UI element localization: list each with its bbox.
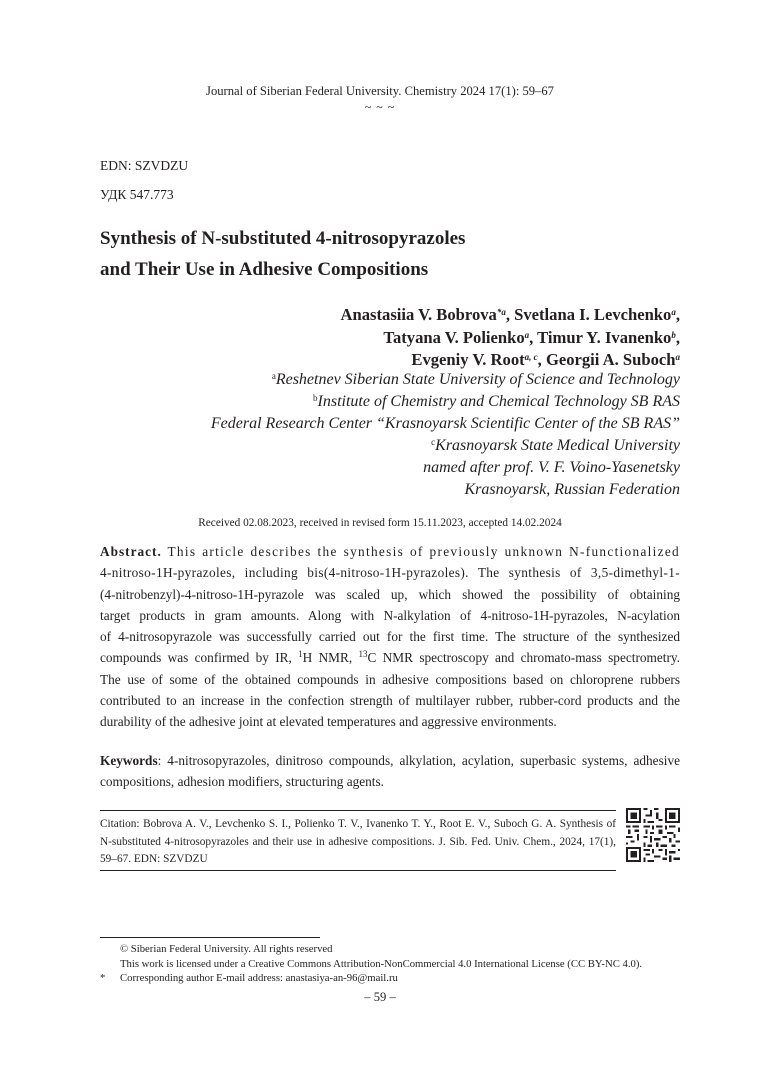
- author-name: Evgeniy V. Root: [411, 350, 525, 369]
- author-affil-mark: *a: [496, 307, 506, 317]
- keywords-line: [100, 750, 680, 771]
- affiliation-text: Institute of Chemistry and Chemical Technology SB RAS: [317, 393, 680, 410]
- author-name: Tatyana V. Polienko: [383, 327, 525, 347]
- header-separator: ~ ~ ~: [364, 100, 396, 114]
- abstract-text: H NMR,: [302, 650, 359, 666]
- keywords-text: : 4-nitrosopyrazoles, dinitroso compounds, alkylation, acylation, superbasic systems, adhesive: [157, 753, 680, 768]
- abstract: [100, 541, 680, 733]
- author-affil-mark: b: [671, 329, 676, 340]
- affiliation-list: [211, 369, 680, 501]
- author-name: Timur Y. Ivanenko: [537, 327, 672, 347]
- corresponding-author-text: Corresponding author E-mail address: anastasiya-an-96@mail.ru: [120, 972, 398, 984]
- author-line-1: Anastasiia V. Bobrova$^{*a}$, Svetlana I. Levchenko$^a$,: [340, 305, 680, 324]
- qr-code-icon[interactable]: [626, 808, 680, 862]
- journal-header: Journal of Siberian Federal University. Chemistry 2024 17(1): 59–67: [206, 84, 554, 98]
- author-affil-mark: a: [671, 307, 676, 317]
- copyright-notice: © Siberian Federal University. All rights reserved: [120, 943, 333, 955]
- footnotes: [100, 942, 642, 986]
- author-affil-mark: a, c: [524, 352, 538, 362]
- abstract-line: contributed to an increase in the confection strength of multilayer rubber, rubber-cord products and the: [100, 693, 680, 709]
- abstract-text: compounds was confirmed by IR,: [100, 650, 299, 666]
- title-line-1: Synthesis of N-substituted 4-nitrosopyrazoles: [100, 228, 466, 249]
- udk-identifier: УДК 547.773: [100, 187, 174, 202]
- abstract-line: (4-nitrobenzyl)-4-nitroso-1H-pyrazole was scaled up, which showed the possibility of obtaining: [100, 586, 680, 602]
- author-line-3: Evgeniy V. Root$^{a, c}$, Georgii A. Suboch$^a$: [411, 350, 680, 369]
- abstract-line: [100, 541, 680, 562]
- abstract-line: 4-nitroso-1H-pyrazoles, including bis(4-nitroso-1H-pyrazoles). The synthesis of 3,5-dimethyl-1-: [100, 565, 680, 581]
- abstract-line: The use of some of the obtained compounds in adhesive compositions based on chloroprene rubbers: [100, 671, 680, 687]
- abstract-line: of 4-nitrosopyrazole was successfully carried out for the first time. The structure of the synthesized: [100, 629, 680, 645]
- affiliation-text: Krasnoyarsk State Medical University: [435, 437, 680, 454]
- affiliation-mark: a: [271, 371, 276, 381]
- abstract-line: target products in gram amounts. Along with N-alkylation of 4-nitroso-1H-pyrazoles, N-acylation: [100, 607, 680, 623]
- abstract-text: This article describes the synthesis of previously unknown N-functionalized: [167, 544, 680, 559]
- edn-identifier: EDN: SZVDZU: [100, 158, 189, 173]
- affiliation-text: Reshetnev Siberian State University of Science and Technology: [275, 371, 680, 388]
- isotope-superscript: 1: [298, 649, 303, 660]
- affiliation-b-continued: Federal Research Center “Krasnoyarsk Scientific Center of the SB RAS”: [210, 415, 680, 432]
- author-name: Svetlana I. Levchenko: [514, 305, 672, 324]
- citation-block: [100, 816, 616, 869]
- affiliation-c: [211, 435, 680, 457]
- affiliation-b: [211, 391, 680, 413]
- affiliation-location: Krasnoyarsk, Russian Federation: [464, 481, 680, 498]
- keywords-line: compositions, adhesion modifiers, structuring agents.: [100, 774, 384, 790]
- citation-line: N-substituted 4-nitrosopyrazoles and their use in adhesive compositions. J. Sib. Fed. Univ. Chem., 2024, 17(1),: [100, 835, 616, 848]
- abstract-line: durability of the adhesive joint at elevated temperatures and aggressive environments.: [100, 714, 557, 730]
- abstract-label: Abstract.: [100, 544, 162, 559]
- citation-line: 59–67. EDN: SZVDZU: [100, 853, 208, 865]
- abstract-line: [100, 647, 680, 668]
- footnote-divider: [100, 937, 320, 938]
- citation-divider-bottom: [100, 870, 616, 871]
- corresponding-author-note: [100, 971, 642, 986]
- keywords: [100, 750, 680, 793]
- author-affil-mark: a: [524, 329, 530, 340]
- author-affil-mark: a: [675, 352, 680, 362]
- author-name: Anastasiia V. Bobrova: [340, 305, 497, 324]
- author-line-2: Tatyana V. Polienko$^a$, Timur Y. Ivanenko$^b$,: [383, 327, 680, 347]
- article-title: [100, 223, 465, 285]
- author-list: [341, 304, 680, 372]
- abstract-text: C NMR spectroscopy and chromato-mass spectrometry.: [367, 650, 681, 666]
- isotope-superscript: 13: [358, 649, 368, 660]
- title-line-2: and Their Use in Adhesive Compositions: [100, 259, 429, 280]
- author-name: Georgii A. Suboch: [545, 350, 676, 369]
- license-notice: This work is licensed under a Creative Commons Attribution-NonCommercial 4.0 International License (CC BY-NC 4.0).: [120, 957, 643, 970]
- footnote-star: *: [100, 972, 106, 984]
- affiliation-c-continued: named after prof. V. F. Voino-Yasenetsky: [423, 459, 680, 476]
- affiliation-a: [211, 369, 680, 391]
- keywords-label: Keywords: [100, 753, 158, 768]
- affiliation-mark: b: [313, 393, 318, 403]
- affiliation-mark: c: [431, 437, 436, 447]
- citation-line: Citation: Bobrova A. V., Levchenko S. I., Polienko T. V., Ivanenko T. Y., Root E. V., Suboch G. A. Synthesis of: [100, 818, 616, 830]
- citation-divider-top: [100, 810, 616, 811]
- page-number: – 59 –: [364, 990, 396, 1004]
- received-dates: Received 02.08.2023, received in revised form 15.11.2023, accepted 14.02.2024: [198, 517, 562, 529]
